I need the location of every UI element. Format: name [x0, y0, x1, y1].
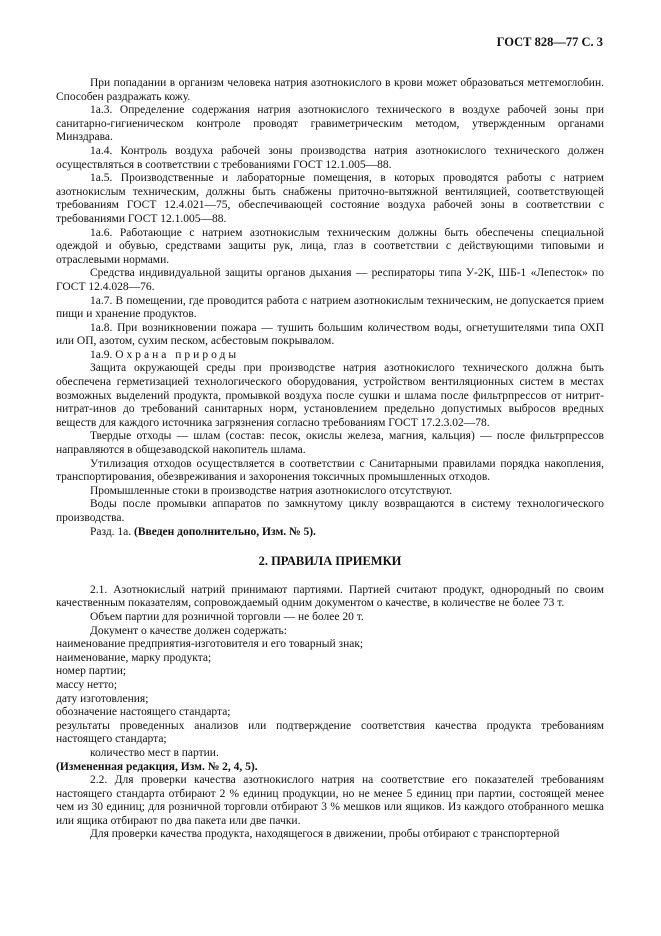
amendment-text: (Введен дополнительно, Изм. № 5). [134, 525, 316, 538]
amendment-note: (Измененная редакция, Изм. № 2, 4, 5). [56, 760, 258, 773]
paragraph: Для проверки качества продукта, находящегося в движении, пробы отбирают с транспортерной [90, 828, 560, 841]
paragraph: 2.2. Для проверки качества азотнокислого натрия на соответствие его показателей требованиям настоящего стандарта отбирают 2 % единиц продукции, но не менее 5 единиц при партии, состоящей менее чем из 30 единиц; для розничной торговли отбирают 3 % мешков или ящиков. Из каждого отобранного мешка или ящика отбирают по два пакета или две пачки. [56, 774, 604, 827]
list-item: номер партии; [56, 665, 127, 678]
paragraph: Средства индивидуальной защиты органов дыхания — респираторы типа У-2К, ШБ-1 «Лепесток» по ГОСТ 12.4.028—76. [56, 267, 604, 293]
list-item: массу нетто; [56, 678, 118, 691]
list-item: наименование предприятия-изготовителя и его товарный знак; [56, 638, 364, 651]
subsection-number: 1а.9. [90, 348, 113, 361]
paragraph: Воды после промывки аппаратов по замкнутому циклу возвращаются в систему технологического производства. [56, 498, 604, 524]
document-body [56, 77, 604, 842]
list-item: результаты проведенных анализов или подтверждение соответствия качества продукта требованиям настоящего стандарта; [56, 719, 604, 746]
paragraph: 1а.8. При возникновении пожара — тушить большим количеством воды, огнетушителями типа ОХП или ОП, азотом, сухим песком, асбестовым покрывалом. [56, 321, 604, 348]
list-item: дату изготовления; [56, 692, 149, 705]
paragraph: 1а.7. В помещении, где проводится работа с натрием азотнокислым техническим, не допускается прием пищи и хранение продуктов. [56, 294, 604, 321]
paragraph: 1а.4. Контроль воздуха рабочей зоны производства натрия азотнокислого технического должен осуществляться в соответствии с требованиями ГОСТ 12.1.005—88. [56, 144, 604, 171]
paragraph: 2.1. Азотнокислый натрий принимают партиями. Партией считают продукт, однородный по своим качественным показателям, сопровождаемый одним документом о качестве, в количестве не более 73 т. [56, 583, 604, 610]
amendment-label: Разд. 1а. [90, 525, 135, 538]
paragraph: Утилизация отходов осуществляется в соответствии с Санитарными правилами порядка накопления, транспортирования, обезвреживания и захоронения токсичных промышленных отходов. [56, 457, 604, 484]
paragraph: Объем партии для розничной торговли — не более 20 т. [90, 610, 364, 623]
page-header: ГОСТ 828—77 С. 3 [496, 35, 603, 49]
paragraph: 1а.5. Производственные и лабораторные помещения, в которых проводятся работы с натрием азотнокислым техническим, должны быть снабжены приточно-вытяжной вентиляцией, соответствующей требованиям ГОСТ 12.4.021—75, обеспечивающей состояние воздуха рабочей зоны в соответствии с требованиями ГОСТ 12.1.005—88. [56, 172, 604, 225]
paragraph: При попадании в организм человека натрия азотнокислого в крови может образоваться метгемоглобин. Способен раздражать кожу. [56, 77, 604, 103]
paragraph: Промышленные стоки в производстве натрия азотнокислого отсутствуют. [90, 484, 453, 497]
list-item: количество мест в партии. [90, 746, 219, 759]
amendment-note [56, 526, 604, 540]
subsection-title: Охрана природы [115, 348, 240, 361]
paragraph: 1а.6. Работающие с натрием азотнокислым техническим должны быть обеспечены специальной одеждой и обувью, средствами защиты рук, лица, глаз в соответствии с действующими типовыми и отраслевыми нормами. [56, 226, 604, 266]
subsection-heading [56, 349, 604, 363]
paragraph: 1а.3. Определение содержания натрия азотнокислого технического в воздухе рабочей зоны при санитарно-гигиеническом контроле проводят гравиметрическим методом, утвержденным органами Минздрава. [56, 104, 604, 144]
section-title: 2. ПРАВИЛА ПРИЕМКИ [258, 554, 402, 569]
list-item: обозначение настоящего стандарта; [56, 706, 231, 719]
paragraph: Защита окружающей среды при производстве натрия азотнокислого технического должна быть обеспечена герметизацией технологического оборудования, устройством вентиляционных систем в местах возможных выделений продукта, промывкой воздуха после сушки и шлама после фильтрпрессов от нитрит-нитрат-инов до требований санитарных норм, установлением предельно допустимых выбросов вредных веществ для каждого источника загрязнения согласно требованиям ГОСТ 17.2.3.02—78. [56, 362, 604, 429]
paragraph: Документ о качестве должен содержать: [90, 624, 287, 637]
list-item: наименование, марку продукта; [56, 651, 212, 664]
paragraph: Твердые отходы — шлам (состав: песок, окислы железа, магния, кальция) — после фильтрпрессов направляются в общезаводской накопитель шлама. [56, 430, 604, 457]
